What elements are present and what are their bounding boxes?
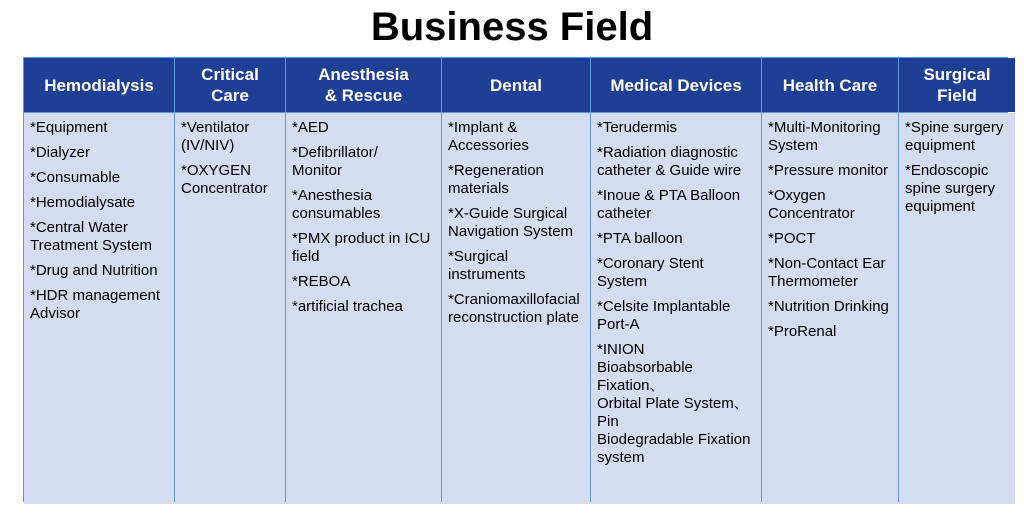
column-header-hemodialysis: Hemodialysis bbox=[24, 58, 174, 112]
list-item: *OXYGEN Concentrator bbox=[181, 162, 268, 197]
list-item: *Pressure monitor bbox=[768, 162, 889, 179]
list-item: *Hemodialysate bbox=[30, 194, 136, 211]
column-body-dental bbox=[442, 113, 590, 504]
list-item: *PTA balloon bbox=[597, 230, 683, 247]
business-field-table bbox=[23, 57, 1008, 502]
list-item: *Non-Contact Ear Thermometer bbox=[768, 255, 886, 290]
list-item: *X-Guide Surgical Navigation System bbox=[448, 205, 574, 240]
list-item: *Regeneration materials bbox=[448, 162, 544, 197]
list-item: *POCT bbox=[768, 230, 816, 247]
column-header-medical-devices: Medical Devices bbox=[591, 58, 761, 112]
list-item: *Terudermis bbox=[597, 119, 678, 136]
list-item: *Inoue & PTA Balloon catheter bbox=[597, 187, 741, 222]
list-item: *Nutrition Drinking bbox=[768, 298, 889, 315]
list-item: *Anesthesia consumables bbox=[292, 187, 381, 222]
list-item: *HDR management Advisor bbox=[30, 287, 161, 322]
column-header-dental: Dental bbox=[442, 58, 590, 112]
list-item: *Oxygen Concentrator bbox=[768, 187, 855, 222]
column-body-anesthesia-rescue bbox=[286, 113, 441, 504]
page-title: Business Field bbox=[370, 5, 654, 49]
list-item: *Spine surgery equipment bbox=[905, 119, 1004, 154]
list-item: *Coronary Stent System bbox=[597, 255, 704, 290]
list-item: *artificial trachea bbox=[292, 298, 403, 315]
list-item: *Endoscopic spine surgery equipment bbox=[905, 162, 996, 215]
list-item: *Multi-Monitoring System bbox=[768, 119, 881, 154]
list-item: *Central Water Treatment System bbox=[30, 219, 152, 254]
list-item: *Celsite Implantable Port-A bbox=[597, 298, 731, 333]
list-item: *Surgical instruments bbox=[448, 248, 526, 283]
column-header-anesthesia-rescue: Anesthesia & Rescue bbox=[286, 58, 441, 112]
column-body-health-care bbox=[762, 113, 898, 504]
list-item: *Dialyzer bbox=[30, 144, 91, 161]
column-header-surgical-field: Surgical Field bbox=[899, 58, 1015, 112]
list-item: *Equipment bbox=[30, 119, 108, 136]
list-item: *REBOA bbox=[292, 273, 351, 290]
column-body-medical-devices bbox=[591, 113, 761, 504]
list-item: *Ventilator (IV/NIV) bbox=[181, 119, 250, 154]
column-header-critical-care: Critical Care bbox=[175, 58, 285, 112]
list-item: *Craniomaxillofacial reconstruction plate bbox=[448, 291, 580, 326]
list-item: *Consumable bbox=[30, 169, 121, 186]
list-item: *Defibrillator/ Monitor bbox=[292, 144, 378, 179]
list-item: *Radiation diagnostic catheter & Guide wire bbox=[597, 144, 742, 179]
list-item: *INION Bioabsorbable Fixation、 Orbital Plate System、 Pin Biodegradable Fixation system bbox=[597, 341, 751, 466]
column-body-critical-care bbox=[175, 113, 285, 504]
column-body-surgical-field bbox=[899, 113, 1015, 504]
column-body-hemodialysis bbox=[24, 113, 174, 504]
list-item: *Implant & Accessories bbox=[448, 119, 529, 154]
list-item: *AED bbox=[292, 119, 329, 136]
column-header-health-care: Health Care bbox=[762, 58, 898, 112]
list-item: *ProRenal bbox=[768, 323, 837, 340]
list-item: *Drug and Nutrition bbox=[30, 262, 158, 279]
list-item: *PMX product in ICU field bbox=[292, 230, 431, 265]
